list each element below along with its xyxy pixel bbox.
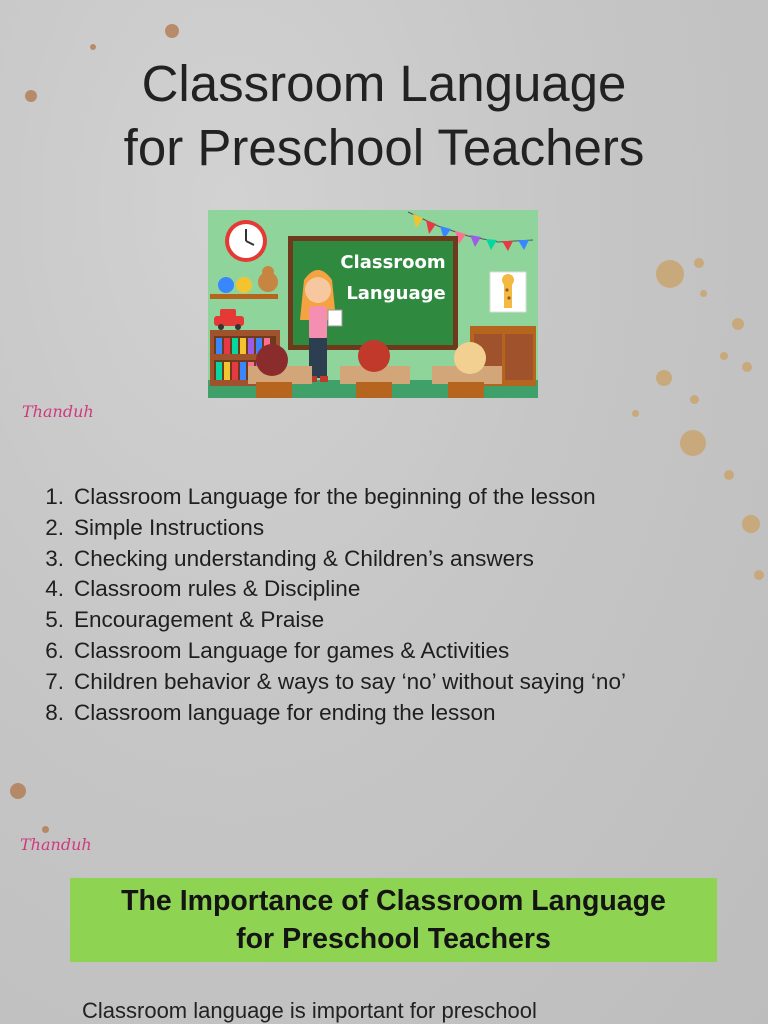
decorative-speck <box>694 258 704 268</box>
list-item <box>30 544 626 575</box>
list-number: 2. <box>45 514 64 540</box>
signature: Thanduh <box>22 402 94 421</box>
body-paragraph: Classroom language is important for preschool <box>82 998 537 1023</box>
board-text-line-1: Classroom <box>340 252 446 273</box>
clock-icon <box>225 220 267 262</box>
decorative-speck <box>742 362 752 372</box>
list-item <box>30 636 626 667</box>
decorative-speck <box>42 826 49 833</box>
giraffe-poster <box>490 272 526 312</box>
section-heading-line-2: for Preschool Teachers <box>236 923 551 955</box>
page-title <box>0 52 768 180</box>
decorative-speck <box>10 783 26 799</box>
list-item <box>30 698 626 729</box>
decorative-speck <box>690 395 699 404</box>
list-text: Children behavior & ways to say ‘no’ without saying ‘no’ <box>74 668 626 694</box>
list-number: 1. <box>45 484 64 509</box>
list-number: 5. <box>45 607 64 633</box>
decorative-speck <box>656 370 672 386</box>
decorative-speck <box>632 410 639 417</box>
list-item <box>30 667 626 698</box>
section-heading <box>70 878 717 962</box>
decorative-speck <box>680 430 706 456</box>
decorative-speck <box>90 44 96 50</box>
list-number: 8. <box>45 699 64 725</box>
decorative-speck <box>165 24 179 38</box>
list-number: 7. <box>45 668 64 694</box>
list-text: Classroom Language for the beginning of the lesson <box>74 484 596 509</box>
list-number: 4. <box>45 576 64 602</box>
decorative-speck <box>656 260 684 288</box>
list-text: Classroom rules & Discipline <box>74 576 361 602</box>
list-number: 6. <box>45 637 64 663</box>
decorative-speck <box>720 352 728 360</box>
list-text: Classroom Language for games & Activities <box>74 637 510 663</box>
list-item <box>30 605 626 636</box>
list-text: Encouragement & Praise <box>74 607 325 633</box>
decorative-speck <box>754 570 764 580</box>
page-title-line-2: for Preschool Teachers <box>123 119 645 176</box>
list-number: 3. <box>45 545 64 571</box>
list-text: Checking understanding & Children’s answers <box>74 545 534 571</box>
board-text-line-2: Language <box>346 283 446 304</box>
decorative-speck <box>732 318 744 330</box>
decorative-speck <box>724 470 734 480</box>
list-item <box>30 482 626 513</box>
signature: Thanduh <box>20 835 92 854</box>
decorative-speck <box>742 515 760 533</box>
page-title-line-1: Classroom Language <box>141 55 627 112</box>
topic-list <box>30 482 626 728</box>
classroom-illustration <box>208 210 538 398</box>
list-item <box>30 513 626 544</box>
list-text: Simple Instructions <box>74 514 265 540</box>
section-heading-line-1: The Importance of Classroom Language <box>121 885 666 917</box>
list-text: Classroom language for ending the lesson <box>74 699 496 725</box>
decorative-speck <box>700 290 707 297</box>
list-item <box>30 574 626 605</box>
